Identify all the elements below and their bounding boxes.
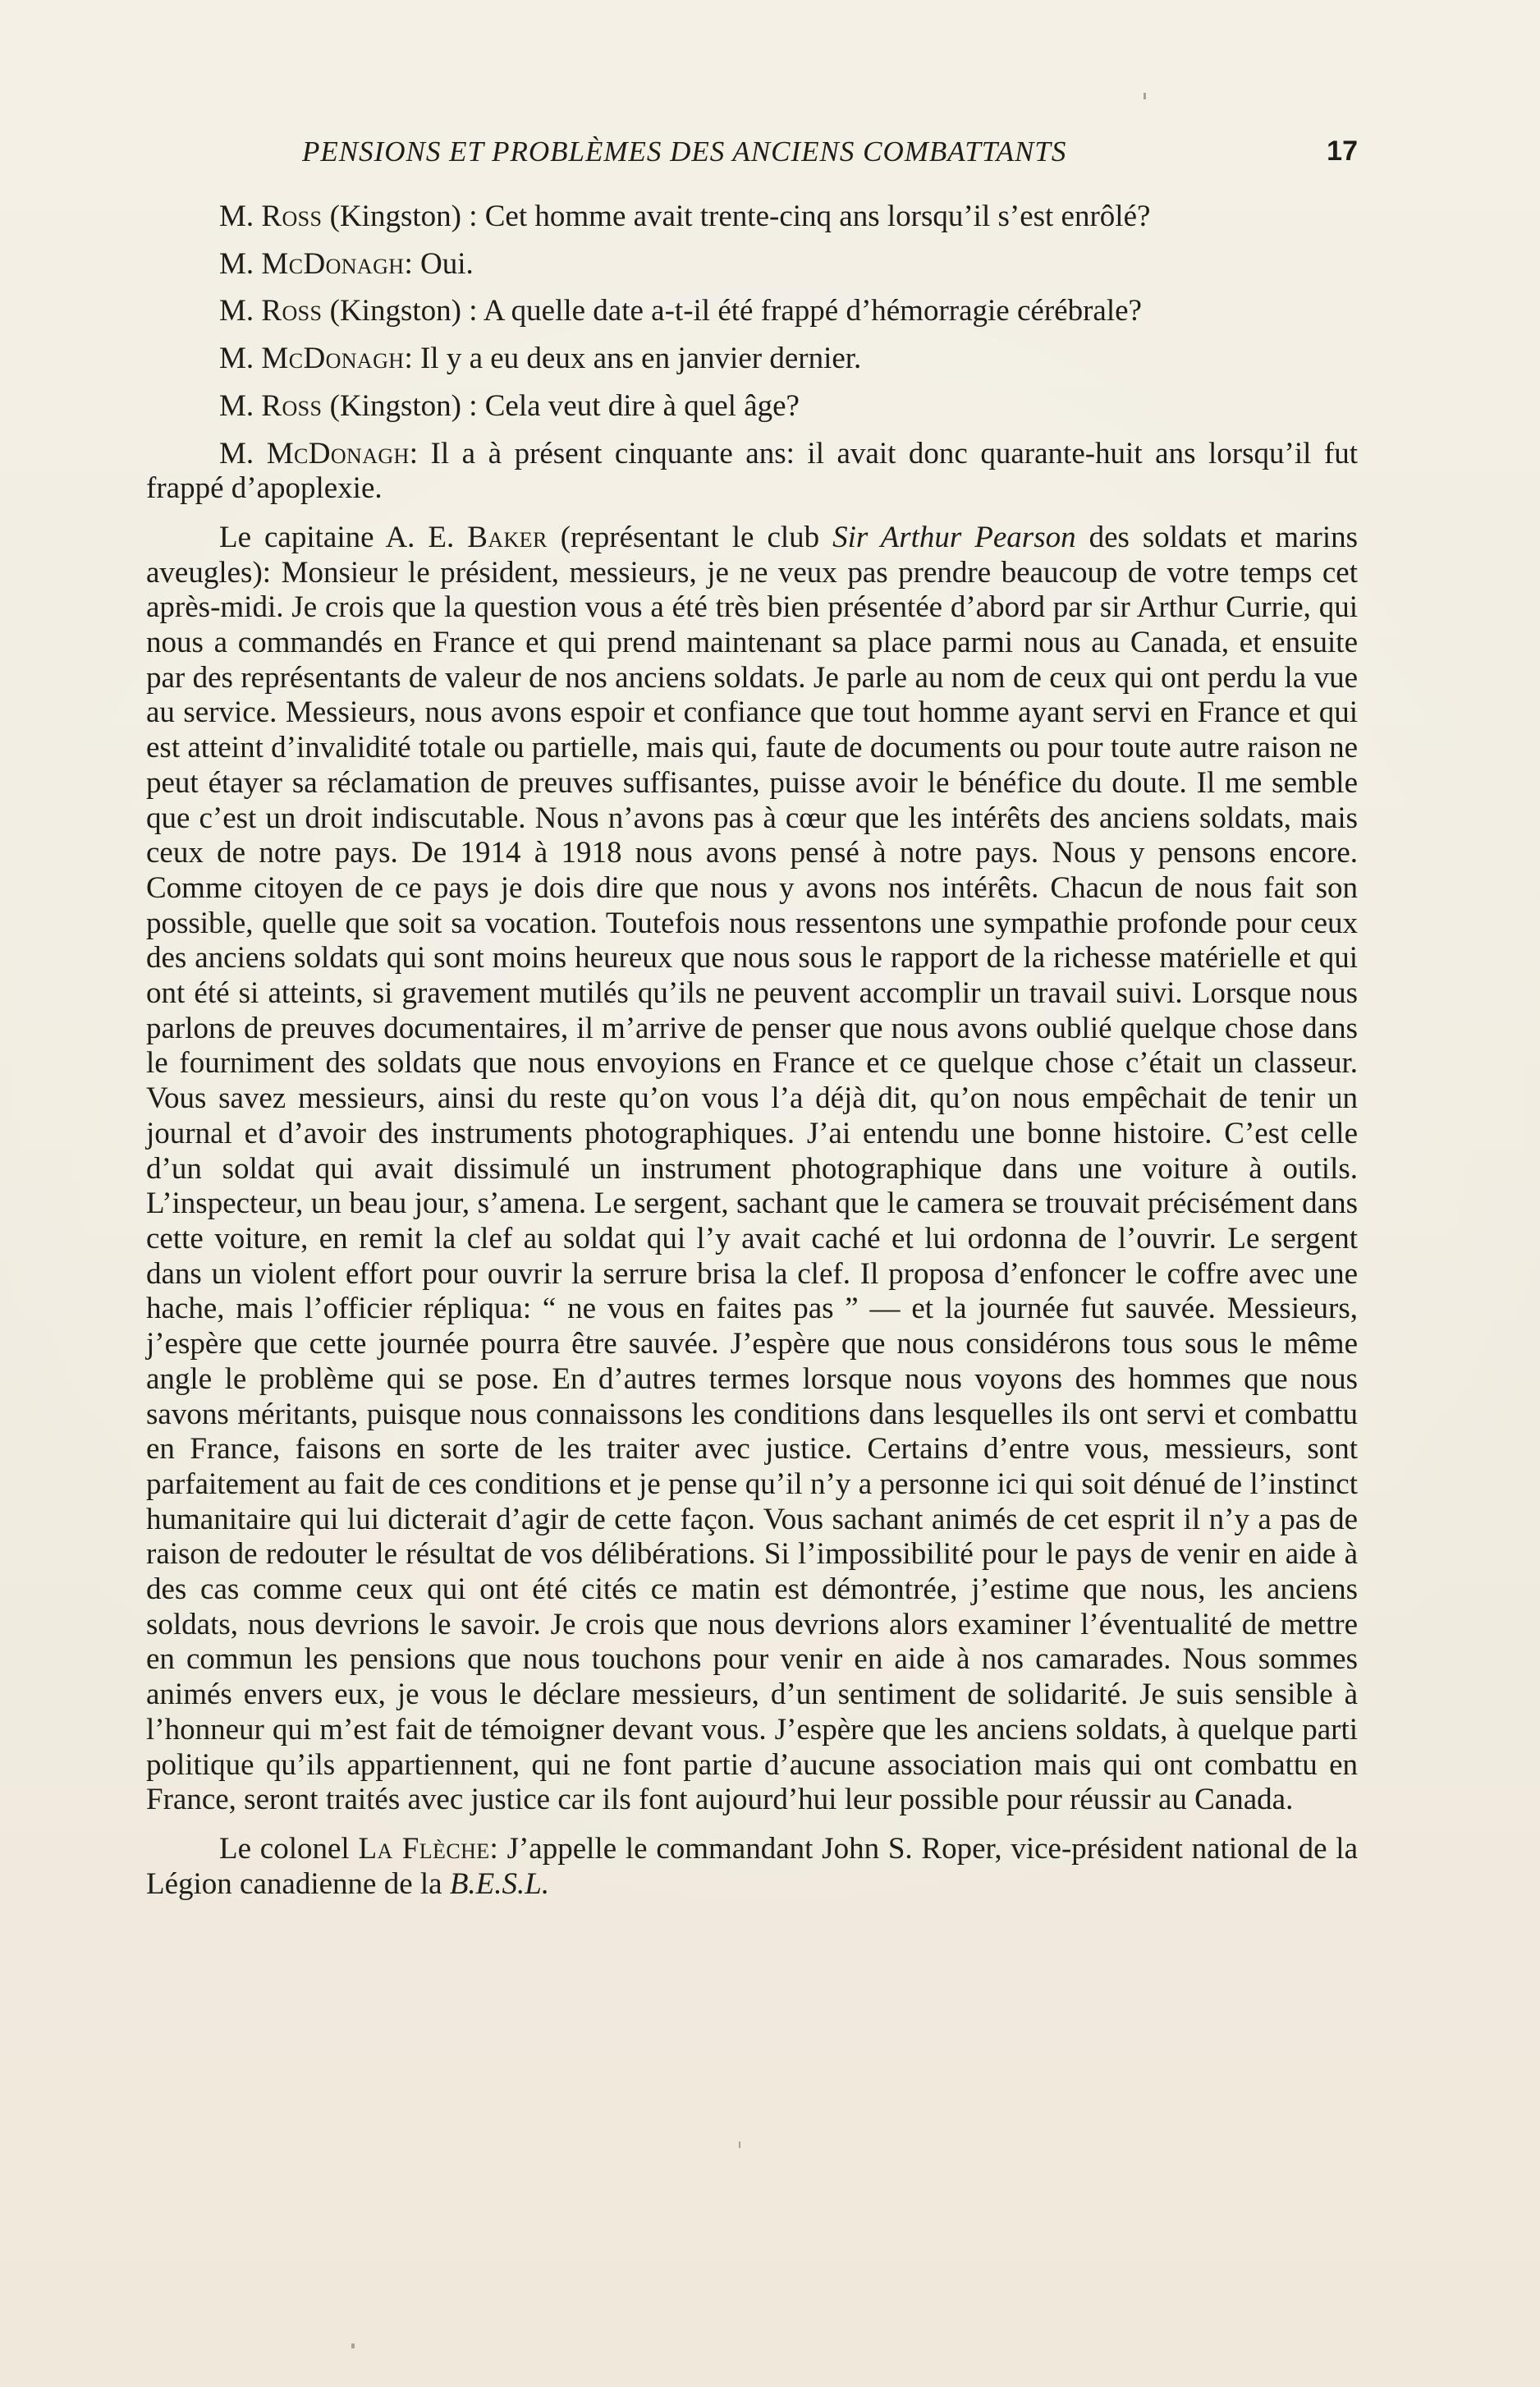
speaker-suffix: (Kingston): [322, 294, 461, 328]
speaker-prefix: M.: [219, 436, 254, 471]
speech-baker: [146, 521, 1358, 1818]
page-number: 17: [1327, 135, 1358, 167]
running-title: PENSIONS ET PROBLÈMES DES ANCIENS COMBATTANTS: [302, 135, 1067, 168]
speech-ross-2: [146, 294, 1358, 329]
speaker-name: Ross: [261, 294, 323, 328]
speech-text-after-italic: des soldats et marins aveugles): Monsieur le président, messieurs, je ne veux pas prendre beaucoup de votre temps cet après-midi. Je crois que la question vous a été très bien présentée d’abord par sir Arthur Currie, qui nous a commandés en France et qui prend maintenant sa place parmi nous au Canada, et ensuite par des représentants de valeur de nos anciens soldats. Je parle au nom de ceux qui ont perdu la vue au service. Messieurs, nous avons espoir et confiance que tout homme ayant servi en France et qui est atteint d’invalidité totale ou partielle, mais qui, faute de documents ou pour toute autre raison ne peut étayer sa réclamation de preuves suffisantes, puisse avoir le bénéfice du doute. Il me semble que c’est un droit indiscutable. Nous n’avons pas à cœur que les intérêts des anciens soldats, mais ceux de notre pays. De 1914 à 1918 nous avons pensé à notre pays. Nous y pensons encore. Comme citoyen de ce pays je dois dire que nous y avons nos intérêts. Chacun de nous fait son possible, quelle que soit sa vocation. Toutefois nous ressentons une sympathie profonde pour ceux des anciens soldats qui sont moins heureux que nous sous le rapport de la richesse matérielle et qui ont été si atteints, si gravement mutilés qu’ils ne peuvent accomplir un travail suivi. Lorsque nous parlons de preuves documentaires, il m’arrive de penser que nous avons oublié quelque chose dans le fourniment des soldats que nous envoyions en France et ce quelque chose c’était un classeur. Vous savez messieurs, ainsi du reste qu’on vous l’a déjà dit, qu’on nous empêchait de tenir un journal et d’avoir des instruments photographiques. J’ai entendu une bonne histoire. C’est celle d’un soldat qui avait dissimulé un instrument photographique dans une voiture à outils. L’inspecteur, un beau jour, s’amena. Le sergent, sachant que le camera se trouvait précisément dans cette voiture, en remit la clef au soldat qui l’y avait caché et lui ordonna de l’ouvrir. Le sergent dans un violent effort pour ouvrir la serrure brisa la clef. Il proposa d’enfoncer le coffre avec une hache, mais l’officier répliqua: “ ne vous en faites pas ” — et la journée fut sauvée. Messieurs, j’espère que cette journée pourra être sauvée. J’espère que nous considérons tous sous le même angle le problème qui se pose. En d’autres termes lorsque nous voyons des hommes que nous savons méritants, puisque nous connaissons les conditions dans lesquelles ils ont servi et combattu en France, faisons en sorte de les traiter avec justice. Certains d’entre vous, messieurs, sont parfaitement au fait de ces conditions et je pense qu’il n’y a personne ici qui soit dénué de l’instinct humanitaire qui lui dicterait d’agir de cette façon. Vous sachant animés de cet esprit il n’y a pas de raison de redouter le résultat de vos délibérations. Si l’impossibilité pour le pays de venir en aide à des cas comme ceux qui ont été cités ce matin est démontrée, j’estime que nous, les anciens soldats, nous devrions le savoir. Je crois que nous devrions alors examiner l’éventualité de mettre en commun les pensions que nous touchons pour venir en aide à nos camarades. Nous sommes animés envers eux, je vous le déclare messieurs, d’un sentiment de solidarité. Je suis sensible à l’honneur qui m’est fait de témoigner devant vous. J’espère que les anciens soldats, à quelque parti politique qu’ils appartiennent, qui ne font partie d’aucune association mais qui ont combattu en France, seront traités avec justice car ils font aujourd’hui leur possible pour réussir au Canada.: [146, 520, 1359, 1817]
speech-ross-3: [146, 389, 1358, 425]
transcript-body: [146, 200, 1358, 1902]
speaker-separator: :: [461, 200, 485, 233]
speaker-suffix: (Kingston): [322, 200, 461, 233]
speech-mcdonagh-2: [146, 342, 1358, 377]
page-header: [146, 135, 1358, 172]
organization-abbreviation: B.E.S.L.: [449, 1866, 550, 1901]
speech-text: A quelle date a-t-il été frappé d’hémorragie cérébrale?: [483, 294, 1142, 328]
speaker-separator: :: [404, 246, 420, 281]
speech-text-before-italic: : J’appelle le commandant John S. Roper, vice-président national de la Légion canadienne de la: [146, 1831, 1358, 1901]
speaker-prefix: Le colonel: [219, 1831, 350, 1866]
speaker-name: McDonagh: [266, 436, 410, 471]
club-name: Sir Arthur Pearson: [832, 520, 1076, 554]
speaker-prefix: M.: [219, 342, 254, 376]
speech-ross-1: [146, 200, 1358, 235]
speech-text: Il a à présent cinquante ans: il avait donc quarante-huit ans lorsqu’il fut frappé d’apoplexie.: [146, 436, 1358, 506]
speech-text-before-italic: (représentant le club: [547, 520, 833, 554]
speaker-name: Ross: [261, 388, 323, 423]
speaker-prefix: M.: [219, 200, 254, 233]
speaker-prefix: M.: [219, 388, 254, 423]
speaker-suffix: (Kingston): [322, 388, 461, 423]
speaker-name: Baker: [467, 520, 548, 554]
scan-speck-top: [1144, 93, 1146, 99]
scan-speck-bottom: [351, 2343, 355, 2348]
scan-speck-middle: [739, 2141, 740, 2148]
speech-text: Cet homme avait trente-cinq ans lorsqu’il s’est enrôlé?: [484, 200, 1151, 233]
speech-text: Cela veut dire à quel âge?: [484, 388, 800, 423]
speaker-name: McDonagh: [261, 342, 405, 376]
speech-text: Il y a eu deux ans en janvier dernier.: [419, 342, 862, 376]
speech-mcdonagh-3: [146, 437, 1358, 507]
speaker-prefix: M.: [219, 294, 254, 328]
speech-la-fleche: [146, 1832, 1358, 1902]
speech-mcdonagh-1: [146, 247, 1358, 282]
speaker-prefix: Le capitaine A. E.: [219, 520, 455, 554]
speaker-name: McDonagh: [261, 246, 405, 281]
speaker-separator: :: [461, 388, 485, 423]
speaker-separator: :: [461, 294, 484, 328]
speaker-separator: :: [409, 436, 431, 471]
speaker-prefix: M.: [219, 246, 254, 281]
speaker-name: Ross: [261, 200, 323, 233]
speech-text: Oui.: [419, 246, 474, 281]
speaker-separator: :: [404, 342, 420, 376]
speaker-name: La Flèche: [358, 1831, 490, 1866]
